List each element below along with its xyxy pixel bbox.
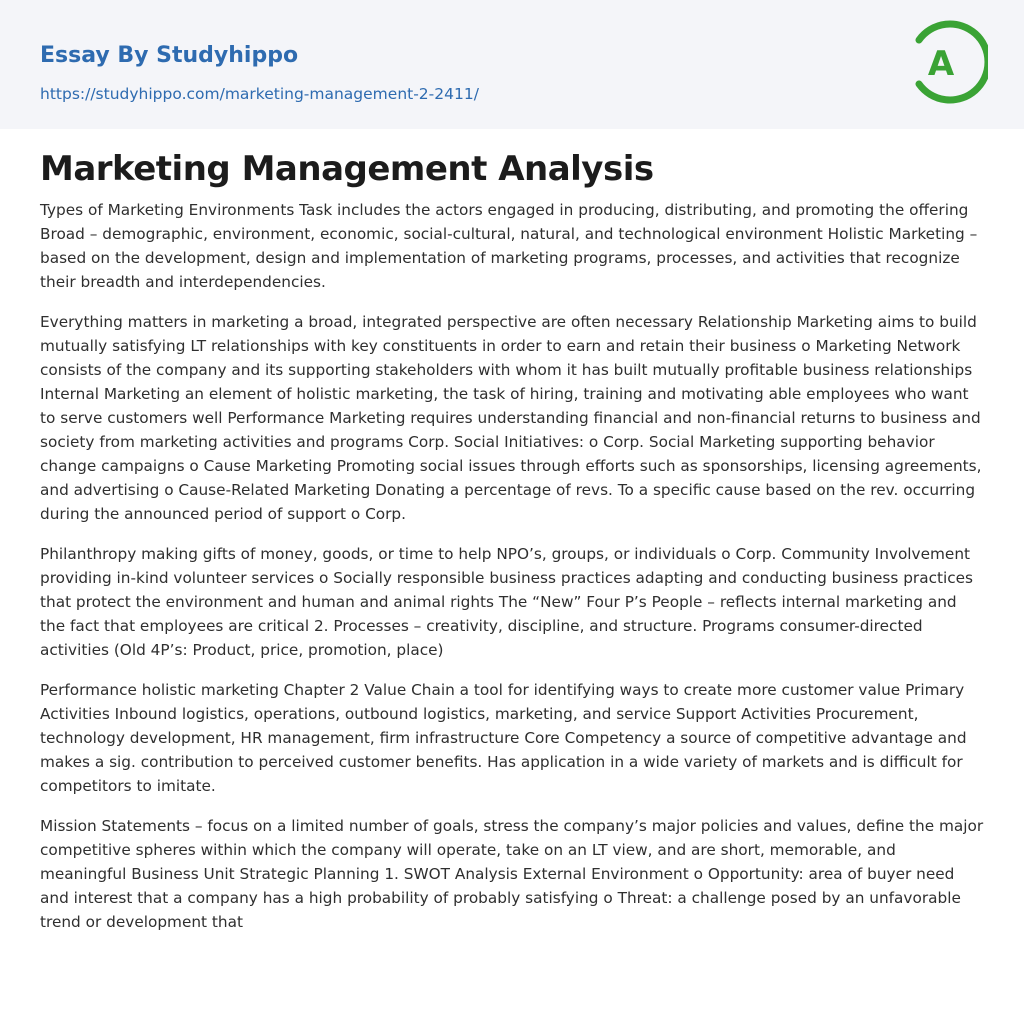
article: [40, 146, 986, 950]
paragraph: Everything matters in marketing a broad, integrated perspective are often necessary Relationship Marketing aims to build mutually satisfying LT relationships with key constituents in order to earn and retain their business o Marketing Network consists of the company and its supporting stakeholders with whom it has built mutually profitable business relationships Internal Marketing an element of holistic marketing, the task of hiring, training and motivating able employees who want to serve customers well Performance Marketing requires understanding financial and non-financial returns to business and society from marketing activities and programs Corp. Social Initiatives: o Corp. Social Marketing supporting behavior change campaigns o Cause Marketing Promoting social issues through efforts such as sponsorships, licensing agreements, and advertising o Cause-Related Marketing Donating a percentage of revs. To a specific cause based on the rev. occurring during the announced period of support o Corp.: [40, 313, 982, 523]
svg-text:A: A: [927, 44, 955, 84]
essay-brand-title[interactable]: Essay By Studyhippo: [40, 43, 299, 68]
page-title: Marketing Management Analysis: [40, 149, 654, 189]
paragraph: Performance holistic marketing Chapter 2 Value Chain a tool for identifying ways to create more customer value Primary Activities Inbound logistics, operations, outbound logistics, marketing, and service Support Activities Procurement, technology development, HR management, firm infrastructure Core Competency a source of competitive advantage and makes a sig. contribution to perceived customer benefits. Has application in a wide variety of markets and is difficult for competitors to imitate.: [40, 681, 967, 795]
source-url-link[interactable]: https://studyhippo.com/marketing-management-2-2411/: [40, 85, 479, 103]
paragraph: Types of Marketing Environments Task includes the actors engaged in producing, distributing, and promoting the offering Broad – demographic, environment, economic, social-cultural, natural, and technological environment Holistic Marketing – based on the development, design and implementation of marketing programs, processes, and activities that recognize their breadth and interdependencies.: [40, 201, 978, 291]
site-header: [0, 0, 1024, 129]
paragraph: Philanthropy making gifts of money, goods, or time to help NPO’s, groups, or individuals o Corp. Community Involvement providing in-kind volunteer services o Socially responsible business practices adapting and conducting business practices that protect the environment and human and animal rights The “New” Four P’s People – reflects internal marketing and the fact that employees are critical 2. Processes – creativity, discipline, and structure. Programs consumer-directed activities (Old 4P’s: Product, price, promotion, place): [40, 545, 974, 659]
paragraph: Mission Statements – focus on a limited number of goals, stress the company’s major policies and values, define the major competitive spheres within which the company will operate, take on an LT view, and are short, memorable, and meaningful Business Unit Strategic Planning 1. SWOT Analysis External Environment o Opportunity: area of buyer need and interest that a company has a high probability of probably satisfying o Threat: a challenge posed by an unfavorable trend or development that: [40, 817, 984, 931]
studyhippo-a-logo-icon[interactable]: [910, 18, 988, 106]
